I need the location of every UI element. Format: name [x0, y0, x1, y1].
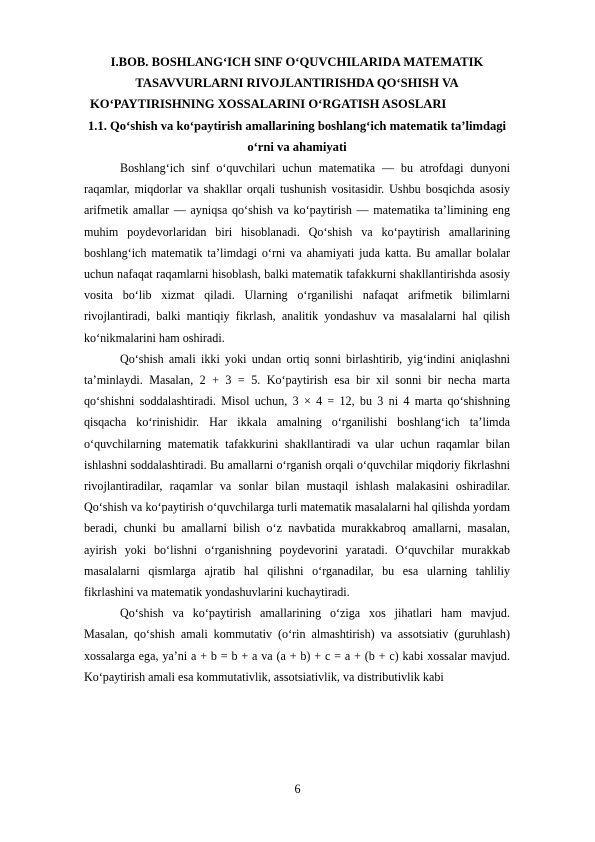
section-title: 1.1. Qo‘shish va ko‘paytirish amallarining boshlang‘ich matematik ta’limdagi o‘rni va ahamiyati	[87, 119, 507, 154]
paragraph-1: Boshlang‘ich sinf o‘quvchilari uchun matematika — bu atrofdagi dunyoni raqamlar, miqdorlar va shakllar orqali tushunish vositasidir. Ushbu bosqichda asosiy arifmetik amallar — ayniqsa qo‘shish va ko‘paytirish — matematika ta’limining eng muhim poydevorlaridan biri hisoblanadi. Qo‘shish va ko‘paytirish amallarining boshlang‘ich matematik ta’limdagi o‘rni va ahamiyati juda katta. Bu amallar bolalar uchun nafaqat raqamlarni hisoblash, balki matematik tafakkurni shakllantirishda asosiy vosita bo‘lib xizmat qiladi. Ularning o‘rganilishi nafaqat arifmetik bilimlarni rivojlantiradi, balki mantiqiy fikrlash, analitik yondashuv va masalalarni hal qilish ko‘nikmalarini ham oshiradi.	[84, 161, 510, 345]
chapter-title-line-2: TASAVVURLARNI RIVOJLANTIRISHDA QO‘SHISH VA	[135, 76, 459, 90]
chapter-title	[84, 52, 510, 115]
chapter-title-line-3: KO‘PAYTIRISHNING XOSSALARINI O‘RGATISH ASOSLARI	[90, 97, 447, 111]
page-number: 6	[294, 782, 301, 796]
paragraph-3: Qo‘shish va ko‘paytirish amallarining o‘ziga xos jihatlari ham mavjud. Masalan, qo‘shish amali kommutativ (o‘rin almashtirish) va assotsiativ (guruhlash) xossalarga ega, ya’ni a + b = b + a va (a + b) + c = a + (b + c) kabi xossalar mavjud. Ko‘paytirish amali esa kommutativlik, assotsiativlik, va distributivlik kabi	[84, 606, 510, 684]
document-page	[84, 52, 510, 688]
chapter-title-line-1: I.BOB. BOSHLANG‘ICH SINF O‘QUVCHILARIDA MATEMATIK	[110, 55, 484, 69]
paragraph-2: Qo‘shish amali ikki yoki undan ortiq sonni birlashtirib, yig‘indini aniqlashni ta’minlaydi. Masalan, 2 + 3 = 5. Ko‘paytirish esa bir xil sonni bir necha marta qo‘shishni soddalashtiradi. Misol uchun, 3 × 4 = 12, bu 3 ni 4 marta qo‘shishning qisqacha ko‘rinishidir. Har ikkala amalning o‘rganilishi boshlang‘ich ta’limda o‘quvchilarning matematik tafakkurini shakllantiradi va ular uchun raqamlar bilan ishlashni soddalashtiradi. Bu amallarni o‘rganish orqali o‘quvchilar miqdoriy fikrlashni rivojlantiradilar, raqamlar va sonlar bilan mustaqil ishlash malakasini oshiradilar. Qo‘shish va ko‘paytirish o‘quvchilarga turli matematik masalalarni hal qilishda yordam beradi, chunki bu amallarni bilish o‘z navbatida murakkabroq amallarni, masalan, ayirish yoki bo‘lishni o‘rganishning poydevorini yaratadi. O‘quvchilar murakkab masalalarni qismlarga ajratib hal qilishni o‘rganadilar, bu esa ularning tahliliy fikrlashini va matematik yondashuvlarini kuchaytiradi.	[84, 351, 510, 600]
